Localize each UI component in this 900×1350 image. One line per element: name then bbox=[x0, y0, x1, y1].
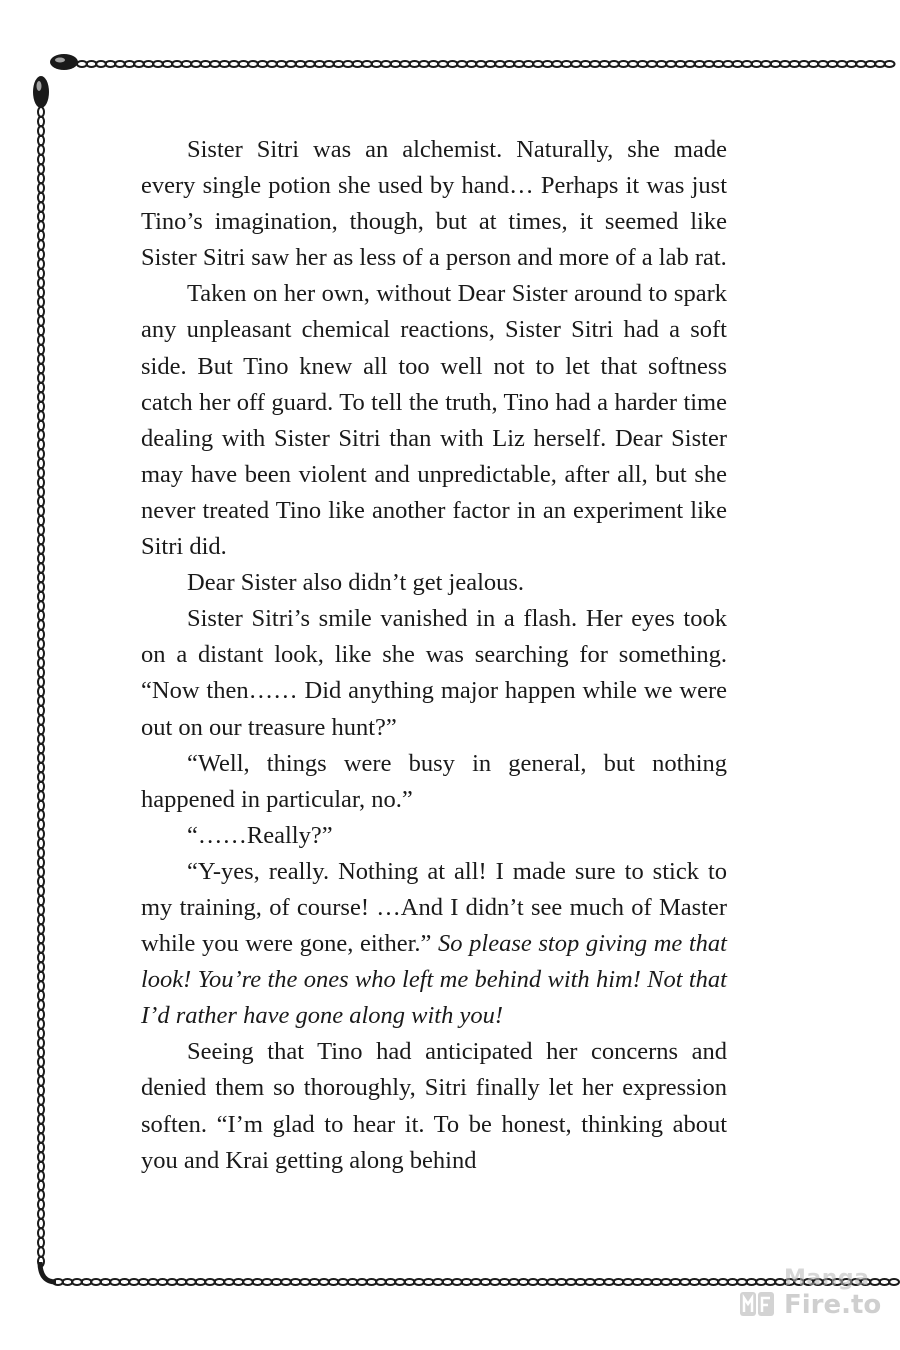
chain-border-top bbox=[77, 61, 895, 67]
lock-ornament-top-icon bbox=[50, 54, 78, 70]
paragraph bbox=[141, 854, 727, 1034]
paragraph: Sister Sitri was an alchemist. Naturally, she made every single potion she used by hand… Perhaps it was just Tino’s imagination, though, but at times, it seemed like Sister Sitri saw her as less of a person and more of a lab rat. bbox=[141, 136, 727, 272]
paragraph: Seeing that Tino had anticipated her concerns and denied them so thoroughly, Sitri finally let her expression soften. “I’m glad to hear it. To be honest, thinking about you and Krai getting along behind bbox=[141, 1038, 727, 1174]
lock-ornament-side-icon bbox=[33, 76, 49, 108]
watermark bbox=[738, 1266, 888, 1326]
chain-border-left bbox=[38, 107, 44, 1267]
inner-thought-text: So please stop giving me that look! You’re the ones who left me behind with him! Not that I’d rather have gone along with you! bbox=[141, 930, 727, 1030]
corner-curl-icon bbox=[40, 1262, 56, 1282]
paragraph: Sister Sitri’s smile vanished in a flash. Her eyes took on a distant look, like she was searching for something. “Now then…… Did anything major happen while we were out on our treasure hunt?” bbox=[141, 605, 727, 741]
paragraph: Dear Sister also didn’t get jealous. bbox=[187, 569, 525, 597]
paragraph: “……Really?” bbox=[187, 821, 333, 849]
mangafire-logo-icon bbox=[738, 1286, 778, 1320]
page-body bbox=[141, 132, 727, 1179]
dialogue-text: “Y-yes, really. Nothing at all! I made sure to stick to my training, of course! …And I didn’t see much of Master while you were gone, either.” bbox=[141, 857, 727, 958]
paragraph: “Well, things were busy in general, but nothing happened in particular, no.” bbox=[141, 749, 727, 813]
paragraph: Taken on her own, without Dear Sister around to spark any unpleasant chemical reactions, Sister Sitri had a soft side. But Tino knew all too well not to let that softness catch her off guard. To tell the truth, Tino had a harder time dealing with Sister Sitri than with Liz herself. Dear Sister may have been violent and unpredictable, after all, but she never treated Tino like another factor in an experiment like Sitri did. bbox=[141, 280, 727, 561]
watermark-line2: Fire.to bbox=[784, 1290, 882, 1320]
watermark-line1: Manga bbox=[784, 1266, 870, 1291]
